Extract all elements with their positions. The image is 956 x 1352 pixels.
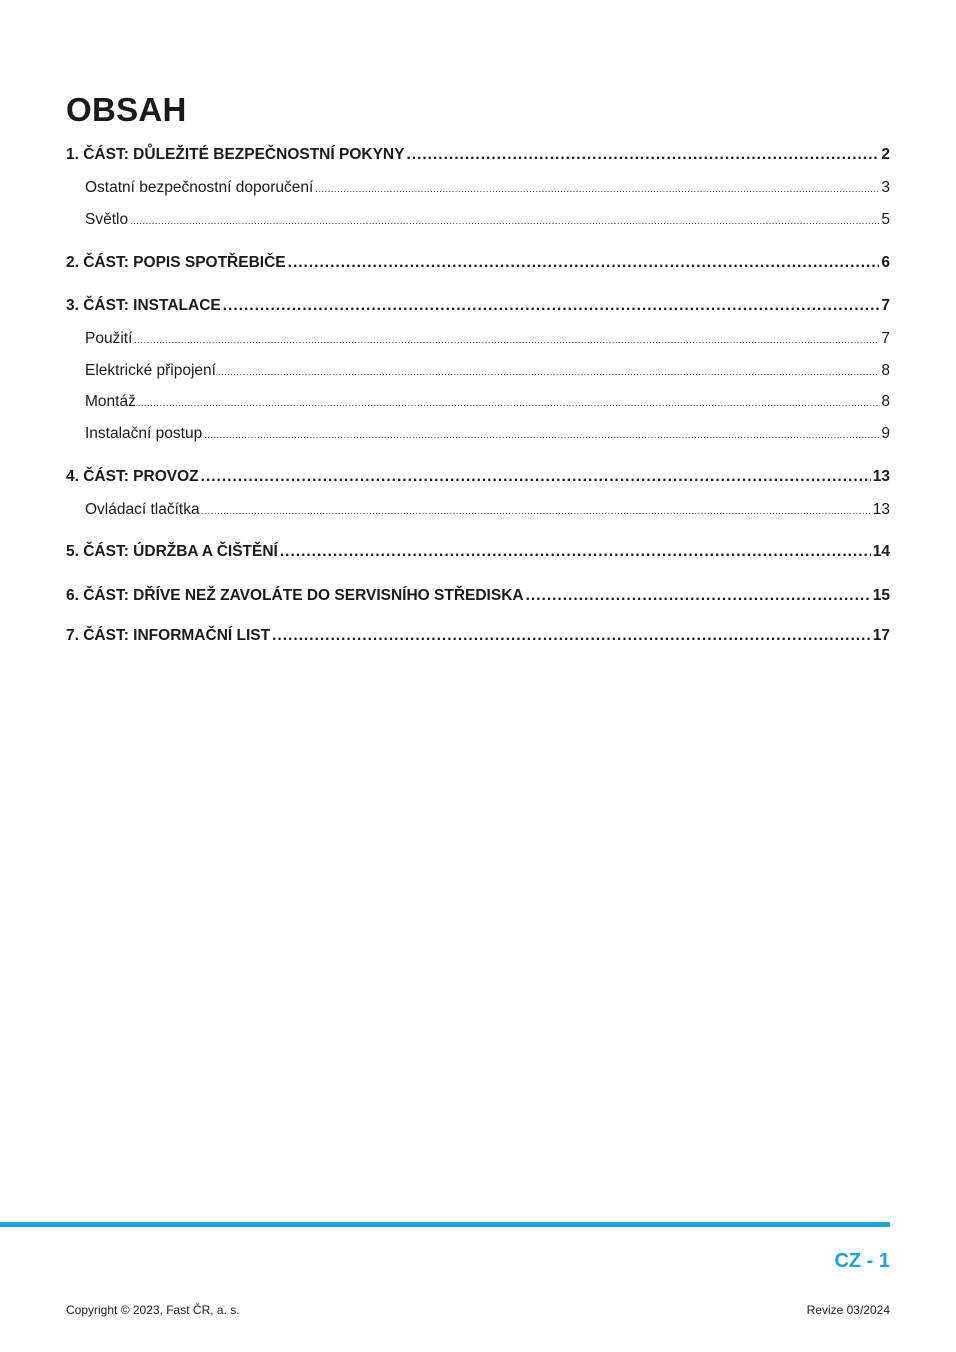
toc-entry-page: 15 <box>872 587 890 604</box>
toc-leader-dots <box>526 587 871 605</box>
toc-entry[interactable] <box>85 501 890 519</box>
toc-entry[interactable] <box>85 393 890 411</box>
page-title: OBSAH <box>66 91 187 128</box>
toc-entry-label: Instalační postup <box>85 425 203 442</box>
toc-entry-label: 4. ČÁST: PROVOZ <box>66 468 199 485</box>
revision-text: Revize 03/2024 <box>806 1303 890 1317</box>
toc-entry-label: 3. ČÁST: INSTALACE <box>66 297 221 314</box>
toc-entry-label: Montáž <box>85 393 136 410</box>
toc-entry-page: 7 <box>881 297 890 314</box>
toc-entry-page: 9 <box>881 425 890 442</box>
copyright-text: Copyright © 2023, Fast ČR, a. s. <box>66 1303 240 1317</box>
toc-entry-label: 7. ČÁST: INFORMAČNÍ LIST <box>66 627 271 644</box>
toc-leader-dots <box>315 184 879 194</box>
toc-entry-page: 13 <box>872 468 890 485</box>
toc-entry-page: 3 <box>881 179 890 196</box>
toc-leader-dots <box>218 367 879 377</box>
toc-entry[interactable] <box>66 587 890 605</box>
toc-entry[interactable] <box>66 297 890 315</box>
toc-entry-page: 8 <box>881 362 890 379</box>
toc-entry-label: 2. ČÁST: POPIS SPOTŘEBIČE <box>66 254 286 271</box>
toc-entry-page: 13 <box>872 501 890 518</box>
toc-entry-label: Světlo <box>85 211 129 228</box>
toc-entry[interactable] <box>85 362 890 380</box>
toc-entry[interactable] <box>85 211 890 229</box>
toc-leader-dots <box>272 627 871 645</box>
toc-entry-page: 5 <box>881 211 890 228</box>
toc-entry-page: 17 <box>872 627 890 644</box>
toc-leader-dots <box>204 430 879 440</box>
toc-leader-dots <box>280 543 871 561</box>
toc-entry[interactable] <box>66 146 890 164</box>
toc-entry-label: Elektrické připojení <box>85 362 216 379</box>
toc-entry-page: 8 <box>881 393 890 410</box>
toc-entry-page: 14 <box>872 543 890 560</box>
toc-entry[interactable] <box>85 425 890 443</box>
toc-entry[interactable] <box>66 543 890 561</box>
toc-entry-label: Ovládací tlačítka <box>85 501 200 518</box>
toc-entry-label: 5. ČÁST: ÚDRŽBA A ČIŠTĚNÍ <box>66 543 278 560</box>
toc-entry-label: Ostatní bezpečnostní doporučení <box>85 179 314 196</box>
toc-entry-label: 6. ČÁST: DŘÍVE NEŽ ZAVOLÁTE DO SERVISNÍHO STŘEDISKA <box>66 587 524 604</box>
toc-entry[interactable] <box>66 627 890 645</box>
toc-entry-label: 1. ČÁST: DŮLEŽITÉ BEZPEČNOSTNÍ POKYNY <box>66 146 405 163</box>
toc-leader-dots <box>201 468 871 486</box>
toc-entry[interactable] <box>66 254 890 272</box>
toc-leader-dots <box>134 335 879 345</box>
footer-divider <box>0 1222 890 1227</box>
toc-leader-dots <box>223 297 880 315</box>
toc-leader-dots <box>138 398 880 408</box>
toc-entry-label: Použití <box>85 330 133 347</box>
toc-entry-page: 2 <box>881 146 890 163</box>
toc-leader-dots <box>288 254 880 272</box>
toc-entry[interactable] <box>85 179 890 197</box>
page-number: CZ - 1 <box>834 1250 890 1272</box>
toc-entry-page: 7 <box>881 330 890 347</box>
toc-entry-page: 6 <box>881 254 890 271</box>
toc-leader-dots <box>130 216 879 226</box>
toc-entry[interactable] <box>66 468 890 486</box>
toc-entry[interactable] <box>85 330 890 348</box>
toc-leader-dots <box>406 146 879 164</box>
toc-leader-dots <box>202 506 871 516</box>
